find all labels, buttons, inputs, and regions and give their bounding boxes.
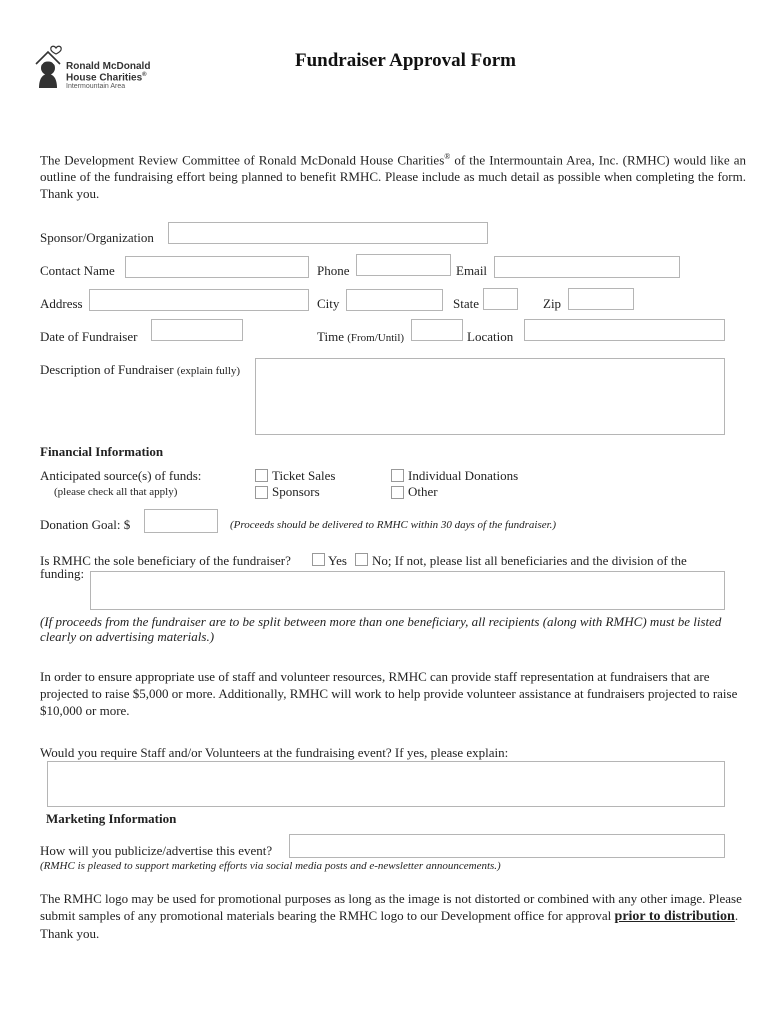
donation-goal-label: Donation Goal: $ [40,517,131,532]
date-label: Date of Fundraiser [40,329,138,344]
ticket-sales-checkbox[interactable] [255,469,268,482]
other-checkbox[interactable] [391,486,404,499]
sponsors-checkbox[interactable] [255,486,268,499]
state-label: State [453,296,479,311]
contact-name-input[interactable] [125,256,309,278]
page-title: Fundraiser Approval Form [295,50,516,71]
logo-line2 [66,72,147,83]
email-input[interactable] [494,256,680,278]
phone-label: Phone [317,263,350,278]
date-input[interactable] [151,319,243,341]
beneficiary-yes-label: Yes [328,553,347,568]
phone-input[interactable] [356,254,451,276]
beneficiary-funding-label: funding: [40,566,85,581]
address-input[interactable] [89,289,309,311]
logo-usage-part2: . Thank you. [40,908,739,941]
sources-note: (please check all that apply) [54,486,178,498]
zip-label: Zip [543,296,562,311]
intro-paragraph [40,148,746,202]
city-label: City [317,296,340,311]
beneficiaries-textarea[interactable] [90,571,725,610]
intro-reg: ® [444,152,451,161]
address-label: Address [40,296,83,311]
publicize-question: How will you publicize/advertise this event? [40,843,273,858]
location-input[interactable] [524,319,725,341]
staff-textarea[interactable] [47,761,725,807]
sponsor-label: Sponsor/Organization [40,230,154,245]
beneficiary-no-checkbox[interactable] [355,553,368,566]
intro-part2: of the Intermountain Area, Inc. (RMHC) would like an outline of the fundraising effort being planned to benefit RMHC. Please include as much detail as possible when completing the form. Thank you. [40,152,746,202]
rmhc-logo [34,42,164,92]
logo-line2-text: House Charities [66,72,143,84]
donation-goal-input[interactable] [144,509,218,533]
sponsors-label: Sponsors [272,484,320,499]
zip-input[interactable] [568,288,634,310]
location-label: Location [467,329,514,344]
staff-paragraph: In order to ensure appropriate use of staff and volunteer resources, RMHC can provide staff representation at fundraisers that are projected to raise $5,000 or more. Additionally, RMHC will work to help provide volunteer assistance at fundraisers projected to raise $10,000 or more. [40,669,738,718]
logo-usage-emphasis: prior to distribution [614,909,735,924]
other-label: Other [408,484,438,499]
beneficiary-no-label: No; If not, please list all beneficiaries and the division of the [372,553,687,568]
time-label [317,329,404,345]
publicize-input[interactable] [289,834,725,858]
time-label-text: Time [317,329,344,344]
marketing-heading: Marketing Information [46,811,177,826]
email-label: Email [456,263,488,278]
individual-donations-label: Individual Donations [408,468,519,483]
description-textarea[interactable] [255,358,725,435]
individual-donations-checkbox[interactable] [391,469,404,482]
sources-label: Anticipated source(s) of funds: [40,468,202,483]
donation-goal-note: (Proceeds should be delivered to RMHC within 30 days of the fundraiser.) [230,519,557,531]
intro-part1: The Development Review Committee of Ronald McDonald House Charities [40,152,445,168]
financial-heading: Financial Information [40,444,164,459]
beneficiary-question: Is RMHC the sole beneficiary of the fundraiser? [40,553,291,568]
description-label-text: Description of Fundraiser [40,362,174,377]
city-input[interactable] [346,289,443,311]
state-input[interactable] [483,288,518,310]
beneficiary-yes-checkbox[interactable] [312,553,325,566]
logo-usage-part1: The RMHC logo may be used for promotional purposes as long as the image is not distorted or combined with any other image. Please submit samples of any promotional materials bearing the RMHC logo to our Development office for approval [40,891,742,923]
logo-line1: Ronald McDonald [66,61,151,72]
contact-name-label: Contact Name [40,263,115,278]
logo-line3: Intermountain Area [66,83,126,90]
marketing-note: (RMHC is pleased to support marketing efforts via social media posts and e-newsletter announcements.) [40,860,501,872]
staff-question: Would you require Staff and/or Volunteers at the fundraising event? If yes, please explain: [40,745,509,760]
sponsor-input[interactable] [168,222,488,244]
beneficiary-note: (If proceeds from the fundraiser are to be split between more than one beneficiary, all recipients (along with RMHC) must be listed clearly on advertising materials.) [40,614,722,644]
house-heart-icon [34,42,64,90]
time-note: (From/Until) [347,332,405,344]
description-label [40,362,240,378]
time-input[interactable] [411,319,463,341]
logo-tm: ® [142,72,147,78]
logo-usage-paragraph [40,890,746,942]
ticket-sales-label: Ticket Sales [272,468,336,483]
description-note: (explain fully) [176,365,241,377]
